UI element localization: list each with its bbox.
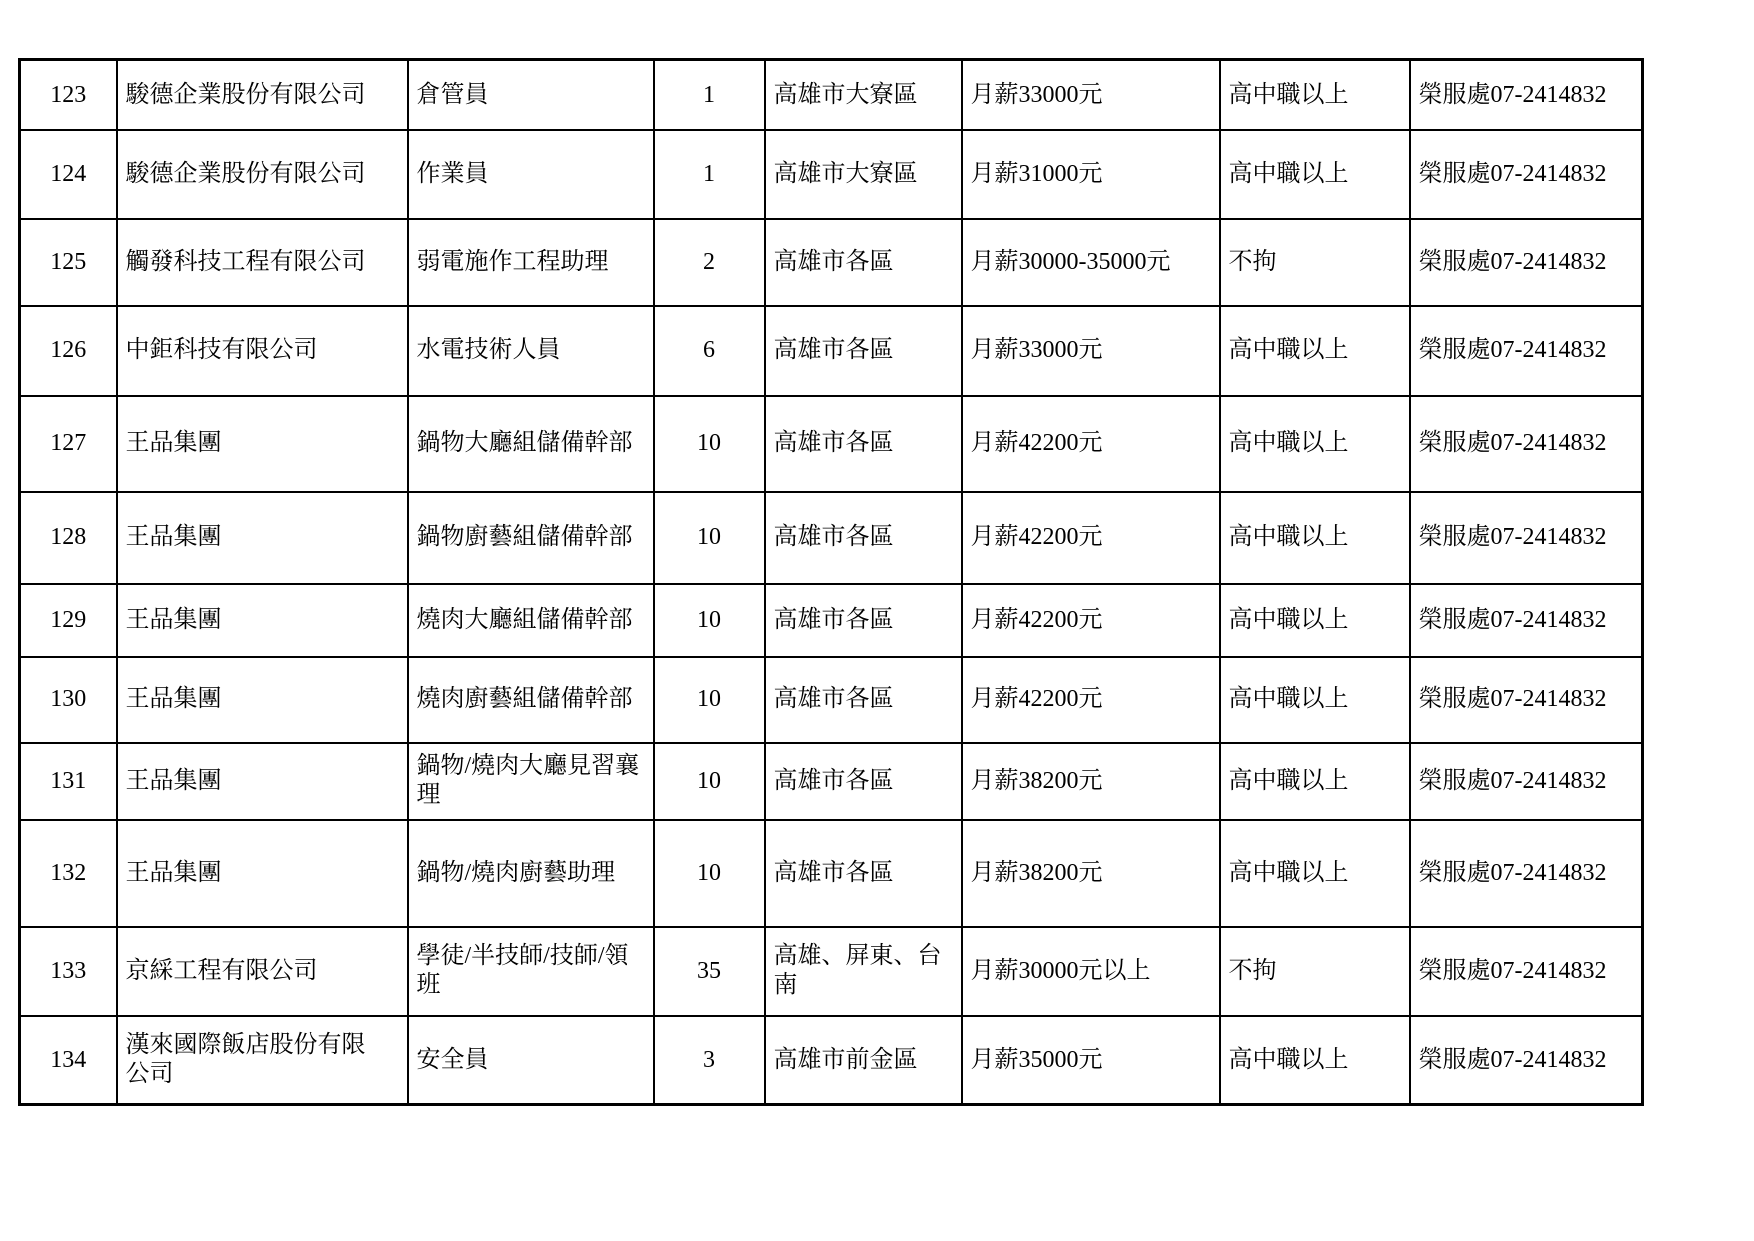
job-title: 鍋物廚藝組儲備幹部 bbox=[416, 524, 633, 551]
company-name: 王品集團 bbox=[125, 767, 222, 794]
cell-education bbox=[1220, 743, 1410, 820]
cell-openings bbox=[654, 927, 765, 1016]
openings-count: 3 bbox=[703, 1046, 715, 1073]
work-location: 高雄、屏東、台南 bbox=[773, 943, 942, 998]
table-row bbox=[20, 820, 1643, 927]
cell-job-title bbox=[408, 820, 654, 927]
cell-contact bbox=[1410, 1016, 1643, 1105]
cell-education bbox=[1220, 584, 1410, 657]
work-location: 高雄市大寮區 bbox=[773, 160, 918, 187]
cell-company bbox=[117, 1016, 408, 1105]
company-name: 王品集團 bbox=[125, 430, 222, 457]
education-requirement: 高中職以上 bbox=[1228, 606, 1349, 633]
cell-location bbox=[765, 396, 962, 492]
row-number: 124 bbox=[50, 160, 87, 187]
cell-location bbox=[765, 130, 962, 219]
job-title: 倉管員 bbox=[416, 81, 489, 108]
cell-salary bbox=[962, 1016, 1220, 1105]
row-number: 127 bbox=[50, 430, 87, 457]
work-location: 高雄市各區 bbox=[773, 430, 894, 457]
contact-info: 榮服處07-2414832 bbox=[1418, 524, 1607, 551]
salary: 月薪42200元 bbox=[970, 686, 1103, 713]
cell-job-title bbox=[408, 657, 654, 743]
table-row bbox=[20, 657, 1643, 743]
table-row bbox=[20, 743, 1643, 820]
row-number: 126 bbox=[50, 337, 87, 364]
row-number: 128 bbox=[50, 524, 87, 551]
work-location: 高雄市各區 bbox=[773, 859, 894, 886]
job-title: 燒肉大廳組儲備幹部 bbox=[416, 606, 633, 633]
cell-contact bbox=[1410, 396, 1643, 492]
cell-company bbox=[117, 657, 408, 743]
cell-openings bbox=[654, 1016, 765, 1105]
education-requirement: 高中職以上 bbox=[1228, 686, 1349, 713]
cell-location bbox=[765, 743, 962, 820]
job-title: 弱電施作工程助理 bbox=[416, 248, 609, 275]
cell-row-number bbox=[20, 927, 117, 1016]
salary: 月薪30000元以上 bbox=[970, 957, 1151, 984]
cell-row-number bbox=[20, 584, 117, 657]
education-requirement: 高中職以上 bbox=[1228, 81, 1349, 108]
cell-job-title bbox=[408, 219, 654, 306]
cell-education bbox=[1220, 306, 1410, 396]
cell-location bbox=[765, 1016, 962, 1105]
work-location: 高雄市前金區 bbox=[773, 1046, 918, 1073]
table-row bbox=[20, 219, 1643, 306]
cell-location bbox=[765, 657, 962, 743]
education-requirement: 高中職以上 bbox=[1228, 859, 1349, 886]
openings-count: 2 bbox=[703, 248, 715, 275]
education-requirement: 不拘 bbox=[1228, 248, 1277, 275]
cell-company bbox=[117, 743, 408, 820]
row-number: 134 bbox=[50, 1046, 87, 1073]
cell-openings bbox=[654, 306, 765, 396]
cell-company bbox=[117, 396, 408, 492]
cell-job-title bbox=[408, 1016, 654, 1105]
cell-openings bbox=[654, 130, 765, 219]
company-name: 王品集團 bbox=[125, 686, 222, 713]
contact-info: 榮服處07-2414832 bbox=[1418, 859, 1607, 886]
salary: 月薪33000元 bbox=[970, 81, 1103, 108]
cell-row-number bbox=[20, 306, 117, 396]
job-listings-table bbox=[18, 58, 1644, 1106]
salary: 月薪30000-35000元 bbox=[970, 248, 1171, 275]
salary: 月薪31000元 bbox=[970, 160, 1103, 187]
openings-count: 10 bbox=[697, 767, 721, 794]
work-location: 高雄市各區 bbox=[773, 337, 894, 364]
table-row bbox=[20, 130, 1643, 219]
education-requirement: 高中職以上 bbox=[1228, 1046, 1349, 1073]
contact-info: 榮服處07-2414832 bbox=[1418, 1046, 1607, 1073]
education-requirement: 高中職以上 bbox=[1228, 524, 1349, 551]
cell-row-number bbox=[20, 743, 117, 820]
company-name: 觸發科技工程有限公司 bbox=[125, 248, 366, 275]
company-name: 王品集團 bbox=[125, 524, 222, 551]
cell-job-title bbox=[408, 60, 654, 130]
company-name: 王品集團 bbox=[125, 859, 222, 886]
cell-company bbox=[117, 820, 408, 927]
cell-education bbox=[1220, 396, 1410, 492]
cell-education bbox=[1220, 1016, 1410, 1105]
openings-count: 10 bbox=[697, 859, 721, 886]
salary: 月薪38200元 bbox=[970, 767, 1103, 794]
table-row bbox=[20, 396, 1643, 492]
work-location: 高雄市各區 bbox=[773, 524, 894, 551]
cell-contact bbox=[1410, 492, 1643, 584]
cell-contact bbox=[1410, 743, 1643, 820]
cell-education bbox=[1220, 492, 1410, 584]
row-number: 125 bbox=[50, 248, 87, 275]
cell-location bbox=[765, 584, 962, 657]
cell-row-number bbox=[20, 657, 117, 743]
row-number: 132 bbox=[50, 859, 87, 886]
cell-contact bbox=[1410, 306, 1643, 396]
cell-company bbox=[117, 927, 408, 1016]
cell-job-title bbox=[408, 927, 654, 1016]
cell-company bbox=[117, 306, 408, 396]
education-requirement: 高中職以上 bbox=[1228, 337, 1349, 364]
salary: 月薪33000元 bbox=[970, 337, 1103, 364]
cell-education bbox=[1220, 820, 1410, 927]
cell-location bbox=[765, 927, 962, 1016]
contact-info: 榮服處07-2414832 bbox=[1418, 430, 1607, 457]
cell-job-title bbox=[408, 492, 654, 584]
cell-salary bbox=[962, 60, 1220, 130]
cell-education bbox=[1220, 60, 1410, 130]
openings-count: 35 bbox=[697, 957, 721, 984]
cell-company bbox=[117, 492, 408, 584]
openings-count: 1 bbox=[703, 81, 715, 108]
cell-location bbox=[765, 492, 962, 584]
cell-salary bbox=[962, 584, 1220, 657]
cell-contact bbox=[1410, 60, 1643, 130]
cell-row-number bbox=[20, 1016, 117, 1105]
salary: 月薪42200元 bbox=[970, 524, 1103, 551]
cell-education bbox=[1220, 219, 1410, 306]
cell-job-title bbox=[408, 130, 654, 219]
openings-count: 10 bbox=[697, 686, 721, 713]
table-row bbox=[20, 1016, 1643, 1105]
contact-info: 榮服處07-2414832 bbox=[1418, 957, 1607, 984]
education-requirement: 不拘 bbox=[1228, 957, 1277, 984]
table-row bbox=[20, 492, 1643, 584]
table-row bbox=[20, 584, 1643, 657]
openings-count: 6 bbox=[703, 337, 715, 364]
cell-salary bbox=[962, 130, 1220, 219]
cell-row-number bbox=[20, 492, 117, 584]
salary: 月薪38200元 bbox=[970, 859, 1103, 886]
row-number: 129 bbox=[50, 606, 87, 633]
openings-count: 10 bbox=[697, 606, 721, 633]
cell-row-number bbox=[20, 60, 117, 130]
cell-education bbox=[1220, 657, 1410, 743]
job-title: 學徒/半技師/技師/領班 bbox=[416, 943, 629, 998]
job-title: 作業員 bbox=[416, 160, 489, 187]
table-row bbox=[20, 306, 1643, 396]
cell-company bbox=[117, 219, 408, 306]
job-title: 鍋物/燒肉廚藝助理 bbox=[416, 859, 616, 886]
cell-salary bbox=[962, 927, 1220, 1016]
row-number: 130 bbox=[50, 686, 87, 713]
job-title: 安全員 bbox=[416, 1046, 489, 1073]
company-name: 京綵工程有限公司 bbox=[125, 957, 318, 984]
work-location: 高雄市大寮區 bbox=[773, 81, 918, 108]
contact-info: 榮服處07-2414832 bbox=[1418, 81, 1607, 108]
cell-salary bbox=[962, 657, 1220, 743]
company-name: 駿德企業股份有限公司 bbox=[125, 160, 366, 187]
cell-openings bbox=[654, 60, 765, 130]
openings-count: 1 bbox=[703, 160, 715, 187]
cell-openings bbox=[654, 743, 765, 820]
contact-info: 榮服處07-2414832 bbox=[1418, 160, 1607, 187]
education-requirement: 高中職以上 bbox=[1228, 767, 1349, 794]
cell-location bbox=[765, 820, 962, 927]
cell-openings bbox=[654, 396, 765, 492]
education-requirement: 高中職以上 bbox=[1228, 160, 1349, 187]
contact-info: 榮服處07-2414832 bbox=[1418, 767, 1607, 794]
cell-education bbox=[1220, 927, 1410, 1016]
cell-salary bbox=[962, 396, 1220, 492]
contact-info: 榮服處07-2414832 bbox=[1418, 248, 1607, 275]
cell-salary bbox=[962, 743, 1220, 820]
cell-company bbox=[117, 60, 408, 130]
cell-contact bbox=[1410, 584, 1643, 657]
cell-openings bbox=[654, 219, 765, 306]
cell-row-number bbox=[20, 130, 117, 219]
job-title: 鍋物/燒肉大廳見習襄理 bbox=[416, 753, 640, 808]
cell-openings bbox=[654, 820, 765, 927]
cell-row-number bbox=[20, 396, 117, 492]
work-location: 高雄市各區 bbox=[773, 606, 894, 633]
salary: 月薪35000元 bbox=[970, 1046, 1103, 1073]
cell-contact bbox=[1410, 657, 1643, 743]
job-title: 水電技術人員 bbox=[416, 337, 561, 364]
contact-info: 榮服處07-2414832 bbox=[1418, 337, 1607, 364]
cell-location bbox=[765, 306, 962, 396]
cell-location bbox=[765, 219, 962, 306]
openings-count: 10 bbox=[697, 524, 721, 551]
company-name: 漢來國際飯店股份有限公司 bbox=[125, 1031, 366, 1087]
job-title: 鍋物大廳組儲備幹部 bbox=[416, 430, 633, 457]
cell-openings bbox=[654, 584, 765, 657]
row-number: 131 bbox=[50, 767, 87, 794]
contact-info: 榮服處07-2414832 bbox=[1418, 686, 1607, 713]
cell-row-number bbox=[20, 219, 117, 306]
cell-contact bbox=[1410, 820, 1643, 927]
cell-company bbox=[117, 584, 408, 657]
company-name: 中鉅科技有限公司 bbox=[125, 337, 318, 364]
job-title: 燒肉廚藝組儲備幹部 bbox=[416, 686, 633, 713]
table-row bbox=[20, 60, 1643, 130]
cell-salary bbox=[962, 219, 1220, 306]
table-row bbox=[20, 927, 1643, 1016]
salary: 月薪42200元 bbox=[970, 430, 1103, 457]
openings-count: 10 bbox=[697, 430, 721, 457]
cell-job-title bbox=[408, 743, 654, 820]
cell-salary bbox=[962, 306, 1220, 396]
cell-location bbox=[765, 60, 962, 130]
cell-openings bbox=[654, 657, 765, 743]
cell-contact bbox=[1410, 219, 1643, 306]
work-location: 高雄市各區 bbox=[773, 686, 894, 713]
contact-info: 榮服處07-2414832 bbox=[1418, 606, 1607, 633]
company-name: 駿德企業股份有限公司 bbox=[125, 81, 366, 108]
company-name: 王品集團 bbox=[125, 606, 222, 633]
cell-contact bbox=[1410, 927, 1643, 1016]
work-location: 高雄市各區 bbox=[773, 248, 894, 275]
cell-row-number bbox=[20, 820, 117, 927]
cell-salary bbox=[962, 492, 1220, 584]
work-location: 高雄市各區 bbox=[773, 767, 894, 794]
cell-openings bbox=[654, 492, 765, 584]
cell-job-title bbox=[408, 306, 654, 396]
row-number: 133 bbox=[50, 957, 87, 984]
cell-job-title bbox=[408, 396, 654, 492]
education-requirement: 高中職以上 bbox=[1228, 430, 1349, 457]
row-number: 123 bbox=[50, 81, 87, 108]
cell-company bbox=[117, 130, 408, 219]
cell-contact bbox=[1410, 130, 1643, 219]
cell-education bbox=[1220, 130, 1410, 219]
cell-job-title bbox=[408, 584, 654, 657]
salary: 月薪42200元 bbox=[970, 606, 1103, 633]
cell-salary bbox=[962, 820, 1220, 927]
